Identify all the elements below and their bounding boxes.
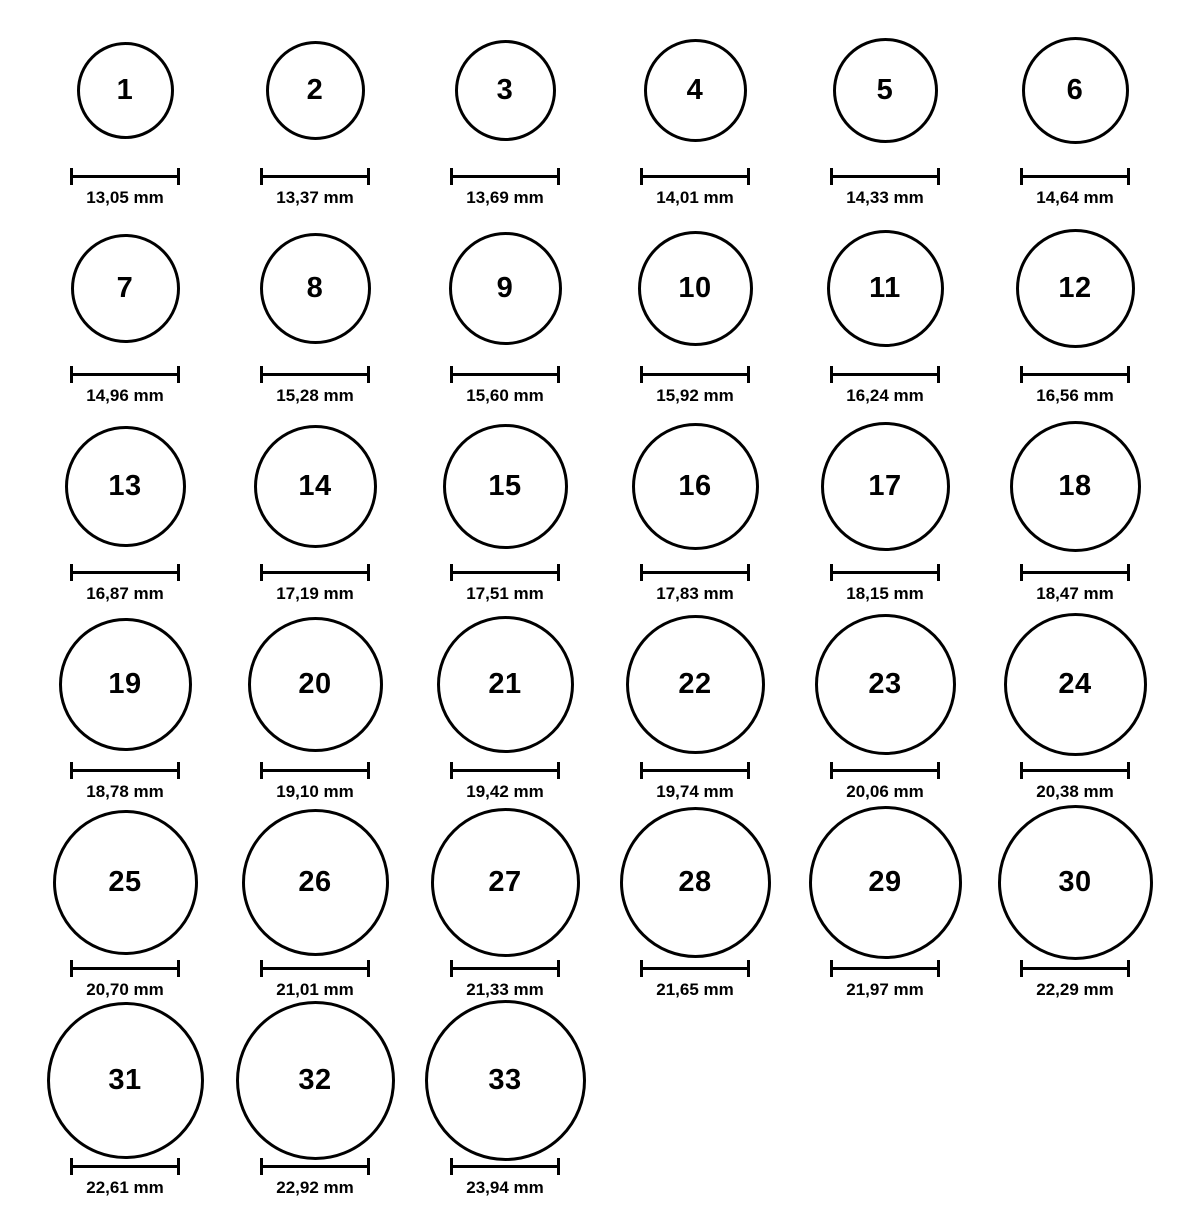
- ruler-cap-right: [557, 960, 560, 977]
- ring-size-number: 18: [1058, 469, 1092, 502]
- ring-circle-wrap: [644, 18, 747, 162]
- ring-size-number: 9: [496, 271, 514, 304]
- diameter-label: 14,96 mm: [86, 386, 164, 405]
- diameter-label: 19,10 mm: [276, 782, 354, 801]
- ruler-line: [260, 967, 370, 970]
- ring-size-number: 28: [678, 865, 712, 898]
- ring-size-cell: [220, 810, 410, 1008]
- ring-size-number: 10: [678, 271, 712, 304]
- ring-circle-wrap: [638, 216, 753, 360]
- diameter-label: 21,97 mm: [846, 980, 924, 999]
- diameter-ruler: [260, 762, 370, 778]
- ring-circle: [1010, 421, 1141, 552]
- diameter-label: 18,15 mm: [846, 584, 924, 603]
- ring-circle: [236, 1001, 395, 1160]
- ring-circle-wrap: [1010, 414, 1141, 558]
- ring-size-number: 8: [306, 271, 324, 304]
- ruler-cap-right: [1127, 168, 1130, 185]
- ring-circle: [65, 426, 186, 547]
- ring-circle-wrap: [260, 216, 371, 360]
- ruler-line: [260, 571, 370, 574]
- diameter-ruler: [260, 1158, 370, 1174]
- ring-size-number: 7: [116, 271, 134, 304]
- diameter-ruler: [830, 960, 940, 976]
- ring-circle: [827, 230, 944, 347]
- diameter-ruler: [70, 1158, 180, 1174]
- ruler-line: [640, 967, 750, 970]
- diameter-label: 22,92 mm: [276, 1178, 354, 1197]
- ring-size-number: 15: [488, 469, 522, 502]
- diameter-label: 17,19 mm: [276, 584, 354, 603]
- ring-circle: [449, 232, 562, 345]
- ruler-cap-left: [260, 168, 263, 185]
- ring-size-cell: [790, 414, 980, 612]
- diameter-ruler: [1020, 960, 1130, 976]
- diameter-ruler: [70, 168, 180, 184]
- ring-circle-wrap: [47, 1008, 204, 1152]
- ring-size-number: 11: [869, 271, 901, 304]
- diameter-ruler: [450, 1158, 560, 1174]
- ring-size-cell: [410, 216, 600, 414]
- ruler-cap-left: [640, 366, 643, 383]
- ring-circle: [242, 809, 389, 956]
- ruler-line: [450, 175, 560, 178]
- diameter-label: 21,65 mm: [656, 980, 734, 999]
- ring-size-cell: [410, 18, 600, 216]
- diameter-ruler: [1020, 564, 1130, 580]
- ring-circle-wrap: [815, 612, 956, 756]
- ruler-cap-right: [557, 762, 560, 779]
- ring-size-cell: [410, 1008, 600, 1206]
- ruler-cap-right: [747, 960, 750, 977]
- ring-circle-wrap: [425, 1008, 586, 1152]
- ring-circle-wrap: [71, 216, 180, 360]
- ruler-cap-right: [1127, 960, 1130, 977]
- ring-circle-wrap: [242, 810, 389, 954]
- ruler-cap-left: [450, 564, 453, 581]
- diameter-ruler: [830, 762, 940, 778]
- ring-size-number: 30: [1058, 865, 1092, 898]
- diameter-label: 15,92 mm: [656, 386, 734, 405]
- diameter-label: 14,64 mm: [1036, 188, 1114, 207]
- ring-size-number: 20: [298, 667, 332, 700]
- ruler-cap-right: [557, 168, 560, 185]
- diameter-ruler: [450, 960, 560, 976]
- ring-size-number: 14: [298, 469, 332, 502]
- ruler-line: [260, 1165, 370, 1168]
- ruler-line: [830, 967, 940, 970]
- diameter-label: 14,01 mm: [656, 188, 734, 207]
- ring-size-cell: [220, 1008, 410, 1206]
- ring-size-cell: [790, 18, 980, 216]
- ruler-cap-right: [1127, 366, 1130, 383]
- diameter-ruler: [70, 564, 180, 580]
- ring-size-cell: [30, 216, 220, 414]
- ring-circle: [266, 41, 365, 140]
- ring-size-cell: [790, 216, 980, 414]
- ruler-line: [450, 571, 560, 574]
- ruler-cap-right: [1127, 762, 1130, 779]
- ring-size-cell: [30, 414, 220, 612]
- ruler-cap-right: [937, 960, 940, 977]
- ring-size-cell: [220, 216, 410, 414]
- diameter-label: 21,01 mm: [276, 980, 354, 999]
- ring-size-number: 32: [298, 1063, 332, 1096]
- ruler-cap-left: [1020, 564, 1023, 581]
- ring-size-cell: [30, 1008, 220, 1206]
- diameter-label: 13,05 mm: [86, 188, 164, 207]
- ring-circle-wrap: [59, 612, 192, 756]
- ruler-cap-left: [640, 564, 643, 581]
- ruler-line: [70, 769, 180, 772]
- diameter-ruler: [640, 960, 750, 976]
- ring-circle: [71, 234, 180, 343]
- ring-circle: [77, 42, 174, 139]
- ruler-cap-left: [830, 366, 833, 383]
- diameter-label: 23,94 mm: [466, 1178, 544, 1197]
- ring-size-cell: [410, 414, 600, 612]
- ruler-line: [830, 571, 940, 574]
- ring-circle: [632, 423, 759, 550]
- ruler-cap-left: [70, 1158, 73, 1175]
- ruler-line: [260, 373, 370, 376]
- ring-size-number: 13: [108, 469, 142, 502]
- ruler-cap-left: [830, 564, 833, 581]
- ruler-cap-right: [367, 366, 370, 383]
- ring-circle-wrap: [455, 18, 556, 162]
- ruler-cap-right: [557, 1158, 560, 1175]
- ring-circle: [1004, 613, 1147, 756]
- ring-size-number: 27: [488, 865, 522, 898]
- ruler-line: [1020, 175, 1130, 178]
- ring-circle-wrap: [626, 612, 765, 756]
- diameter-label: 16,24 mm: [846, 386, 924, 405]
- ruler-cap-right: [937, 762, 940, 779]
- diameter-label: 22,29 mm: [1036, 980, 1114, 999]
- ruler-cap-left: [70, 564, 73, 581]
- ruler-cap-left: [640, 960, 643, 977]
- ruler-cap-right: [937, 366, 940, 383]
- ruler-cap-left: [640, 762, 643, 779]
- ruler-cap-left: [260, 366, 263, 383]
- ruler-line: [640, 175, 750, 178]
- ring-circle: [821, 422, 950, 551]
- diameter-label: 13,69 mm: [466, 188, 544, 207]
- ruler-cap-left: [450, 366, 453, 383]
- ruler-line: [450, 373, 560, 376]
- ring-circle-wrap: [77, 18, 174, 162]
- ruler-cap-left: [70, 168, 73, 185]
- diameter-ruler: [830, 366, 940, 382]
- ring-size-cell: [600, 414, 790, 612]
- diameter-label: 14,33 mm: [846, 188, 924, 207]
- ring-size-cell: [980, 216, 1170, 414]
- diameter-ruler: [1020, 366, 1130, 382]
- ring-circle-wrap: [449, 216, 562, 360]
- ring-size-cell: [980, 810, 1170, 1008]
- ring-circle-wrap: [248, 612, 383, 756]
- diameter-ruler: [260, 168, 370, 184]
- ring-circle: [248, 617, 383, 752]
- diameter-label: 21,33 mm: [466, 980, 544, 999]
- ruler-cap-right: [177, 1158, 180, 1175]
- ring-circle: [425, 1000, 586, 1161]
- diameter-label: 16,87 mm: [86, 584, 164, 603]
- ruler-line: [70, 373, 180, 376]
- ring-circle-wrap: [443, 414, 568, 558]
- ring-size-number: 6: [1066, 73, 1084, 106]
- diameter-ruler: [260, 564, 370, 580]
- ruler-cap-left: [1020, 762, 1023, 779]
- ruler-cap-right: [557, 564, 560, 581]
- ring-size-number: 33: [488, 1063, 522, 1096]
- ruler-cap-left: [260, 762, 263, 779]
- ring-circle-wrap: [998, 810, 1153, 954]
- diameter-ruler: [450, 366, 560, 382]
- ring-size-number: 23: [868, 667, 902, 700]
- ruler-line: [640, 769, 750, 772]
- ring-circle-wrap: [431, 810, 580, 954]
- ring-size-number: 29: [868, 865, 902, 898]
- diameter-label: 20,70 mm: [86, 980, 164, 999]
- ring-size-cell: [30, 18, 220, 216]
- ring-size-cell: [600, 18, 790, 216]
- diameter-label: 16,56 mm: [1036, 386, 1114, 405]
- ruler-cap-right: [937, 168, 940, 185]
- ring-circle: [809, 806, 962, 959]
- ruler-cap-right: [1127, 564, 1130, 581]
- ruler-line: [260, 175, 370, 178]
- ruler-cap-left: [1020, 960, 1023, 977]
- diameter-label: 17,83 mm: [656, 584, 734, 603]
- ruler-cap-left: [830, 168, 833, 185]
- ring-size-cell: [410, 612, 600, 810]
- ring-size-cell: [410, 810, 600, 1008]
- diameter-label: 15,60 mm: [466, 386, 544, 405]
- ruler-cap-left: [450, 1158, 453, 1175]
- diameter-ruler: [640, 168, 750, 184]
- ruler-line: [1020, 373, 1130, 376]
- ruler-cap-right: [367, 960, 370, 977]
- ruler-cap-right: [177, 366, 180, 383]
- ruler-cap-right: [937, 564, 940, 581]
- ring-size-cell: [220, 414, 410, 612]
- ring-circle-wrap: [1004, 612, 1147, 756]
- diameter-label: 18,78 mm: [86, 782, 164, 801]
- ring-size-number: 31: [108, 1063, 142, 1096]
- ring-size-number: 17: [868, 469, 902, 502]
- ring-circle-wrap: [1016, 216, 1135, 360]
- ruler-cap-left: [830, 960, 833, 977]
- ring-size-number: 26: [298, 865, 332, 898]
- diameter-ruler: [830, 168, 940, 184]
- ruler-cap-right: [177, 960, 180, 977]
- diameter-ruler: [260, 366, 370, 382]
- diameter-ruler: [450, 762, 560, 778]
- ruler-cap-left: [640, 168, 643, 185]
- ruler-cap-left: [260, 960, 263, 977]
- ring-circle: [260, 233, 371, 344]
- ruler-line: [1020, 571, 1130, 574]
- ring-size-number: 19: [108, 667, 142, 700]
- ruler-cap-right: [557, 366, 560, 383]
- ruler-line: [830, 175, 940, 178]
- ruler-line: [70, 967, 180, 970]
- ring-circle-wrap: [632, 414, 759, 558]
- ruler-cap-right: [747, 168, 750, 185]
- ring-size-number: 1: [116, 73, 134, 106]
- ring-size-number: 24: [1058, 667, 1092, 700]
- ring-circle: [638, 231, 753, 346]
- ring-circle-wrap: [821, 414, 950, 558]
- ruler-cap-left: [1020, 168, 1023, 185]
- ruler-cap-right: [747, 762, 750, 779]
- ring-circle: [998, 805, 1153, 960]
- ruler-cap-left: [260, 564, 263, 581]
- ruler-line: [640, 373, 750, 376]
- diameter-ruler: [70, 762, 180, 778]
- ring-size-number: 21: [488, 667, 522, 700]
- ring-size-cell: [600, 216, 790, 414]
- ring-circle-wrap: [833, 18, 938, 162]
- ring-circle: [437, 616, 574, 753]
- ring-circle-wrap: [236, 1008, 395, 1152]
- diameter-ruler: [450, 564, 560, 580]
- ring-size-number: 22: [678, 667, 712, 700]
- ring-size-cell: [790, 612, 980, 810]
- ruler-cap-right: [367, 762, 370, 779]
- ring-size-number: 16: [678, 469, 712, 502]
- ruler-line: [830, 769, 940, 772]
- diameter-label: 20,06 mm: [846, 782, 924, 801]
- ring-circle: [620, 807, 771, 958]
- ring-circle-wrap: [53, 810, 198, 954]
- ruler-cap-right: [367, 168, 370, 185]
- ring-circle: [431, 808, 580, 957]
- diameter-label: 19,74 mm: [656, 782, 734, 801]
- ring-circle: [1022, 37, 1129, 144]
- ring-circle: [254, 425, 377, 548]
- diameter-label: 15,28 mm: [276, 386, 354, 405]
- ring-circle: [644, 39, 747, 142]
- ring-size-number: 25: [108, 865, 142, 898]
- ruler-cap-right: [747, 366, 750, 383]
- ruler-cap-left: [70, 366, 73, 383]
- ring-circle-wrap: [620, 810, 771, 954]
- ruler-line: [70, 571, 180, 574]
- ruler-cap-left: [450, 960, 453, 977]
- ruler-line: [450, 769, 560, 772]
- ring-size-cell: [600, 810, 790, 1008]
- ruler-cap-right: [367, 1158, 370, 1175]
- ring-circle-wrap: [437, 612, 574, 756]
- ruler-line: [450, 1165, 560, 1168]
- ring-size-number: 12: [1058, 271, 1092, 304]
- ruler-cap-left: [260, 1158, 263, 1175]
- diameter-ruler: [70, 366, 180, 382]
- ring-size-cell: [30, 612, 220, 810]
- ring-circle-wrap: [65, 414, 186, 558]
- ruler-cap-left: [70, 960, 73, 977]
- ring-circle: [443, 424, 568, 549]
- ring-circle: [1016, 229, 1135, 348]
- ruler-cap-right: [177, 168, 180, 185]
- ring-circle: [815, 614, 956, 755]
- ring-circle-wrap: [827, 216, 944, 360]
- ruler-line: [70, 175, 180, 178]
- ruler-line: [1020, 769, 1130, 772]
- diameter-ruler: [1020, 168, 1130, 184]
- ring-circle-wrap: [254, 414, 377, 558]
- diameter-label: 18,47 mm: [1036, 584, 1114, 603]
- ring-size-number: 4: [686, 73, 704, 106]
- ring-circle: [47, 1002, 204, 1159]
- ruler-cap-left: [450, 762, 453, 779]
- ruler-cap-right: [747, 564, 750, 581]
- ring-size-cell: [980, 612, 1170, 810]
- diameter-ruler: [450, 168, 560, 184]
- ring-size-grid: [30, 18, 1170, 1206]
- diameter-ruler: [260, 960, 370, 976]
- diameter-ruler: [1020, 762, 1130, 778]
- ring-size-number: 5: [876, 73, 894, 106]
- ring-circle: [833, 38, 938, 143]
- ring-circle: [626, 615, 765, 754]
- diameter-ruler: [640, 762, 750, 778]
- diameter-label: 17,51 mm: [466, 584, 544, 603]
- ring-circle: [53, 810, 198, 955]
- ruler-line: [70, 1165, 180, 1168]
- ruler-line: [450, 967, 560, 970]
- diameter-ruler: [70, 960, 180, 976]
- ring-circle: [455, 40, 556, 141]
- ruler-cap-left: [1020, 366, 1023, 383]
- ruler-cap-right: [177, 762, 180, 779]
- diameter-ruler: [640, 564, 750, 580]
- ruler-line: [830, 373, 940, 376]
- ruler-line: [640, 571, 750, 574]
- ruler-cap-left: [830, 762, 833, 779]
- ruler-cap-left: [70, 762, 73, 779]
- diameter-label: 22,61 mm: [86, 1178, 164, 1197]
- ring-size-cell: [600, 612, 790, 810]
- ring-size-cell: [790, 810, 980, 1008]
- ring-size-cell: [980, 18, 1170, 216]
- ring-circle-wrap: [1022, 18, 1129, 162]
- ring-size-cell: [30, 810, 220, 1008]
- diameter-ruler: [830, 564, 940, 580]
- ring-circle-wrap: [266, 18, 365, 162]
- ruler-cap-left: [450, 168, 453, 185]
- diameter-label: 13,37 mm: [276, 188, 354, 207]
- ring-size-number: 2: [306, 73, 324, 106]
- ring-circle: [59, 618, 192, 751]
- diameter-label: 19,42 mm: [466, 782, 544, 801]
- ruler-line: [1020, 967, 1130, 970]
- diameter-label: 20,38 mm: [1036, 782, 1114, 801]
- ring-circle-wrap: [809, 810, 962, 954]
- ring-size-cell: [980, 414, 1170, 612]
- ring-size-number: 3: [496, 73, 514, 106]
- ruler-line: [260, 769, 370, 772]
- ring-size-cell: [220, 18, 410, 216]
- ruler-cap-right: [177, 564, 180, 581]
- ruler-cap-right: [367, 564, 370, 581]
- diameter-ruler: [640, 366, 750, 382]
- ring-size-cell: [220, 612, 410, 810]
